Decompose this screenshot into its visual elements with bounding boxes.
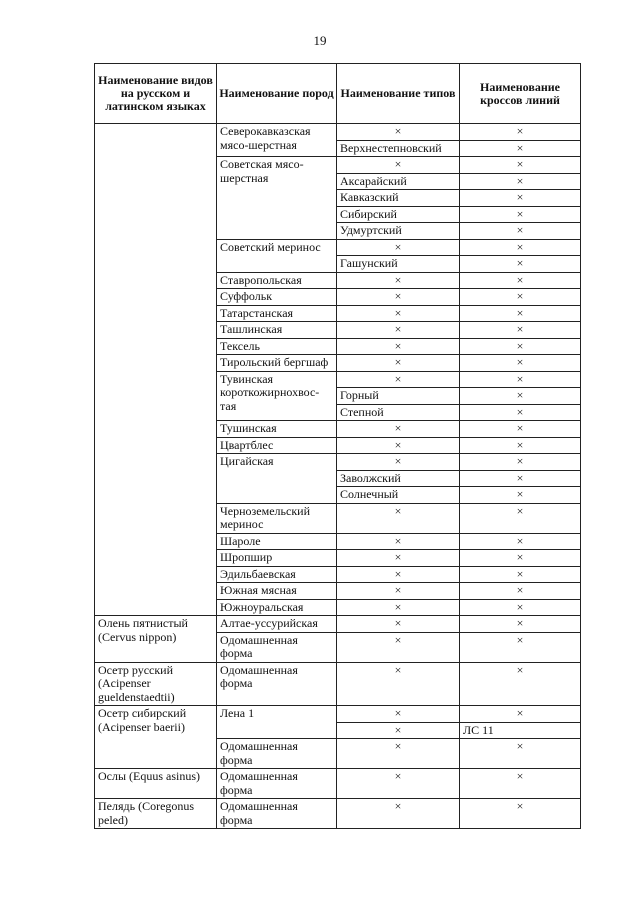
type-cell: × (337, 157, 460, 174)
table-row (95, 616, 581, 633)
cross-cell: × (460, 272, 581, 289)
cross-cell: × (460, 769, 581, 799)
breed-cell: Ставропольская (217, 272, 337, 289)
cross-cell: × (460, 566, 581, 583)
breed-cell: Одомашненная форма (217, 662, 337, 706)
breed-cell: Тексель (217, 338, 337, 355)
breed-cell: Одомашненная форма (217, 799, 337, 829)
species-cell: Ослы (Equus asinus) (95, 769, 217, 799)
type-cell: × (337, 662, 460, 706)
type-cell: × (337, 632, 460, 662)
type-cell: × (337, 371, 460, 388)
species-cell: Осетр сибирский (Acipenser baerii) (95, 706, 217, 769)
cross-cell: × (460, 550, 581, 567)
cross-cell: × (460, 124, 581, 141)
breed-cell: Одомашненная форма (217, 739, 337, 769)
breed-cell: Шароле (217, 533, 337, 550)
breed-cell: Суффольк (217, 289, 337, 306)
breed-cell: Советская мясо-шерстная (217, 157, 337, 240)
species-cell: Пелядь (Coregonus peled) (95, 799, 217, 829)
cross-cell: × (460, 533, 581, 550)
cross-cell: × (460, 355, 581, 372)
cross-cell: × (460, 256, 581, 273)
cross-cell: × (460, 223, 581, 240)
type-cell: Сибирский (337, 206, 460, 223)
page-number: 19 (313, 33, 327, 48)
cross-cell: × (460, 583, 581, 600)
breed-cell: Советский меринос (217, 239, 337, 272)
type-cell: × (337, 566, 460, 583)
type-cell: Удмуртский (337, 223, 460, 240)
cross-cell: × (460, 338, 581, 355)
table-row (95, 769, 581, 799)
type-cell: × (337, 124, 460, 141)
cross-cell: × (460, 421, 581, 438)
breed-cell: Татарстанская (217, 305, 337, 322)
type-cell: × (337, 550, 460, 567)
header-breeds: Наименование пород (217, 64, 337, 124)
cross-cell: × (460, 305, 581, 322)
type-cell: × (337, 355, 460, 372)
breed-cell: Черноземельский меринос (217, 503, 337, 533)
breed-cell: Одомашненная форма (217, 632, 337, 662)
cross-cell: × (460, 206, 581, 223)
breed-cell: Южноуральская (217, 599, 337, 616)
header-species: Наименование видов на русском и латинском языках (95, 64, 217, 124)
cross-cell: × (460, 739, 581, 769)
breed-cell: Шропшир (217, 550, 337, 567)
type-cell: Кавказский (337, 190, 460, 207)
type-cell: × (337, 616, 460, 633)
type-cell: × (337, 503, 460, 533)
breed-cell: Цигайская (217, 454, 337, 504)
type-cell: × (337, 454, 460, 471)
type-cell: Степной (337, 404, 460, 421)
breed-registry-table (94, 63, 581, 829)
cross-cell: × (460, 799, 581, 829)
type-cell: Горный (337, 388, 460, 405)
type-cell: Аксарайский (337, 173, 460, 190)
type-cell: × (337, 799, 460, 829)
type-cell: × (337, 338, 460, 355)
cross-cell: × (460, 454, 581, 471)
species-cell (95, 124, 217, 616)
cross-cell: × (460, 371, 581, 388)
species-cell: Осетр русский (Acipenser gueldenstaedtii) (95, 662, 217, 706)
cross-cell: × (460, 599, 581, 616)
table-row (95, 124, 581, 141)
breed-cell: Тушинская (217, 421, 337, 438)
cross-cell: × (460, 616, 581, 633)
breed-cell: Алтае-уссурийская (217, 616, 337, 633)
cross-cell: × (460, 662, 581, 706)
breed-cell: Тувинская короткожирнохвос-тая (217, 371, 337, 421)
type-cell: Гашунский (337, 256, 460, 273)
cross-cell: × (460, 487, 581, 504)
type-cell: × (337, 289, 460, 306)
table-row (95, 662, 581, 706)
breed-cell: Южная мясная (217, 583, 337, 600)
table-row (95, 799, 581, 829)
breed-cell: Северокавказская мясо-шерстная (217, 124, 337, 157)
header-types: Наименование типов (337, 64, 460, 124)
type-cell: × (337, 239, 460, 256)
species-cell: Олень пятнистый (Cervus nippon) (95, 616, 217, 663)
table-header-row (95, 64, 581, 124)
type-cell: × (337, 533, 460, 550)
table-body (95, 124, 581, 829)
cross-cell: × (460, 322, 581, 339)
cross-cell: × (460, 388, 581, 405)
table-row (95, 706, 581, 723)
breed-cell: Тирольский бергшаф (217, 355, 337, 372)
cross-cell: × (460, 437, 581, 454)
type-cell: × (337, 305, 460, 322)
cross-cell: × (460, 632, 581, 662)
type-cell: × (337, 706, 460, 723)
type-cell: × (337, 722, 460, 739)
type-cell: × (337, 583, 460, 600)
breed-cell: Ташлинская (217, 322, 337, 339)
type-cell: Верхнестепновский (337, 140, 460, 157)
type-cell: Солнечный (337, 487, 460, 504)
cross-cell: × (460, 503, 581, 533)
type-cell: × (337, 739, 460, 769)
breed-cell: Эдильбаевская (217, 566, 337, 583)
cross-cell: × (460, 706, 581, 723)
breed-cell: Лена 1 (217, 706, 337, 739)
cross-cell: × (460, 140, 581, 157)
type-cell: × (337, 272, 460, 289)
cross-cell: × (460, 157, 581, 174)
cross-cell: × (460, 173, 581, 190)
type-cell: × (337, 421, 460, 438)
type-cell: × (337, 599, 460, 616)
cross-cell: × (460, 289, 581, 306)
type-cell: Заволжский (337, 470, 460, 487)
breed-cell: Одомашненная форма (217, 769, 337, 799)
type-cell: × (337, 437, 460, 454)
cross-cell: × (460, 470, 581, 487)
type-cell: × (337, 769, 460, 799)
breed-cell: Цвартблес (217, 437, 337, 454)
cross-cell: × (460, 404, 581, 421)
cross-cell: ЛС 11 (460, 722, 581, 739)
header-crosses: Наименование кроссов линий (460, 64, 581, 124)
type-cell: × (337, 322, 460, 339)
cross-cell: × (460, 190, 581, 207)
cross-cell: × (460, 239, 581, 256)
